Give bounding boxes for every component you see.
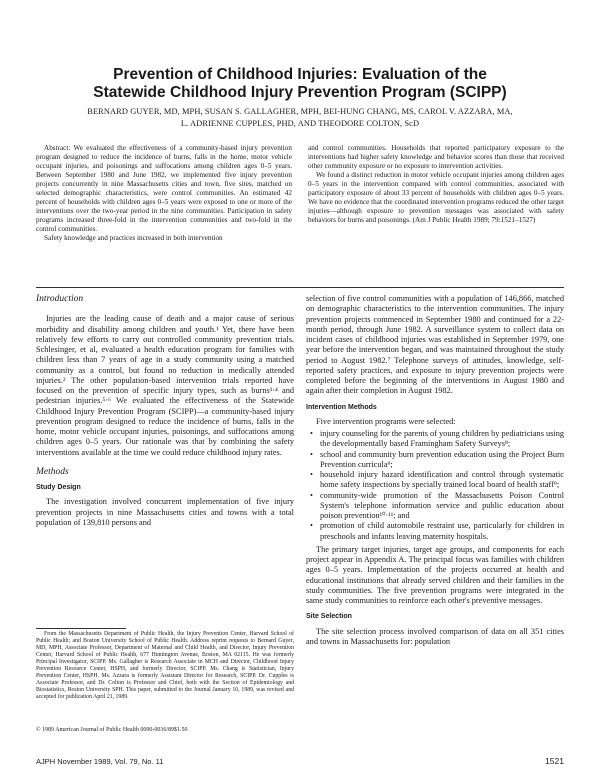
introduction-heading: Introduction (36, 294, 84, 304)
body-paragraph: The site selection process involved comparison of data on all 351 cities and towns in Massachusetts for: population (306, 626, 564, 646)
author-footnote (36, 631, 294, 701)
footnote-paragraph: From the Massachusetts Department of Public Health, the Injury Prevention Center, Harvard School of Public Health; and Boston University School of Public Health. Address reprint requests to Bernard Guyer, MD, MPH, Associate Professor, Department of Maternal and Child Health, and Director, Injury Prevention Center, Harvard School of Public Health, 677 Huntington Avenue, Boston, MA 02115. He was formerly Principal Investigator, SCIPP. Ms. Gallagher is Research Associate in MCH and Director, Childhood Injury Prevention Resource Center, HSPH, and formerly Director, SCIPP. Ms. Chang is Statistician, Injury Prevention Center, HSPH. Ms. Azzara is formerly Assistant Director for Research, SCIPP. Dr. Cupples is Associate Professor, and Dr. Colton is Professor and Chief, both with the Section of Epidemiology and Biostatistics, Boston University SPH. This paper, submitted to the Journal January 10, 1989, was revised and accepted for publication April 21, 1989. (36, 631, 294, 701)
abstract-left-column (36, 144, 292, 244)
body-paragraph: The primary target injuries, target age groups, and components for each project appear in Appendix A. The principal focus was families with children ages 0–5 years. Implementation of the projects occurred at health and educational institutions that already served children and their families in the study communities. The five prevention programs were integrated in the same study communities to reinforce each other's preventive messages. (306, 544, 564, 605)
page-number: 1521 (545, 756, 564, 766)
body-left-column (36, 294, 294, 528)
abstract-divider (36, 287, 564, 288)
site-selection-subheading: Site Selection (306, 613, 352, 621)
list-item: • promotion of child automobile restraint use, particularly for children in preschools and infants leaving maternity hospitals. (310, 521, 564, 542)
journal-citation: AJPH November 1989, Vol. 79, No. 11 (36, 757, 164, 766)
body-paragraph: Injuries are the leading cause of death and a major cause of serious morbidity and disability among children and youth.¹ Yet, there have been relatively few efforts to carry out controlled community prevention trials. Schlesinger, et al, evaluated a health education program for families with children less than 7 years of age in a study community using a matched community as a control, but found no reduction in medically attended injuries.² The other population-based intervention trials reported have focused on the prevention of specific injury types, such as burns³·⁴ and pedestrian injuries.⁵·⁶ We evaluated the effectiveness of the Statewide Childhood Injury Prevention Program (SCIPP)—a community-based injury prevention program designed to reduce the incidence of burns, falls in the home, motor vehicle occupant injuries, poisonings, and suffocations among children ages 0–5 years. Our rationale was that by combining the safety interventions available at the time we could reduce childhood injury rates. (36, 314, 294, 457)
article-title-line-1: Prevention of Childhood Injuries: Evaluation of the (113, 66, 487, 83)
abstract-paragraph: We found a distinct reduction in motor vehicle occupant injuries among children ages 0–5 years in the intervention compared with control communities, associated with participatory exposure of about 33 percent of households with children ages 0–5 years. We have no evidence that the coordinated intervention programs reduced the other target injuries—although exposure to prevention messages was associated with safety behaviors for burns and poisonings. (Am J Public Health 1989; 79:1521–1527) (308, 171, 564, 225)
body-paragraph: Five intervention programs were selected: (316, 416, 456, 426)
abstract-paragraph: Abstract: We evaluated the effectiveness of a community-based injury prevention program designed to reduce the incidence of burns, falls in the home, motor vehicle occupant injuries, and poisonings and suffocations among children ages 0–5 years. Between September 1980 and June 1982, we implemented five injury prevention projects concurrently in nine Massachusetts cities and town, five sites, matched on selected demographic characteristics, were control communities. An estimated 42 percent of households with children ages 0–5 years were exposed to one or more of the interventions over the two-year period in the nine communities. Participation in safety programs increased three-fold in the intervention communities and two-fold in the control communities. (36, 144, 292, 234)
methods-heading: Methods (36, 466, 69, 477)
abstract-right-column (308, 144, 564, 225)
article-title-line-2: Statewide Childhood Injury Prevention Program (SCIPP) (93, 84, 507, 101)
abstract-paragraph: and control communities. Households that reported participatory exposure to the interventions had higher safety knowledge and behavior scores than those that received other community exposure or no exposure to intervention activities. (308, 144, 564, 171)
list-item: • injury counseling for the parents of young children by pediatricians using the developmentally based Framingham Safety Surveys⁸; (310, 429, 564, 450)
body-paragraph: The investigation involved concurrent implementation of five injury prevention projects in nine Massachusetts cities and towns with a total population of 139,810 persons and (36, 497, 294, 527)
study-design-subheading: Study Design (36, 484, 81, 491)
list-item: • school and community burn prevention education using the Project Burn Prevention curricula⁹; (310, 450, 564, 471)
footnote-divider (36, 628, 126, 629)
intervention-list (306, 429, 564, 542)
authors-line-2: L. ADRIENNE CUPPLES, PHD, AND THEODORE COLTON, ScD (180, 119, 420, 128)
body-right-column (306, 294, 564, 647)
body-paragraph: selection of five control communities with a population of 146,866, matched on demographic characteristics to the intervention communities. The injury prevention projects commenced in September 1980 and continued for a 22-month period, through June 1982. A surveillance system to collect data on incident cases of childhood injuries was established in September 1979, one year before the intervention began, and was maintained throughout the study period to August 1982.⁷ Telephone surveys of attitudes, knowledge, self-reported safety practices, and exposure to injury prevention projects were completed before the beginning of the interventions in August 1980 and again after their completion in August 1982. (306, 294, 564, 396)
list-item: • household injury hazard identification and control through systematic home safety inspections by specially trained local board of health staff⁹; (310, 470, 564, 491)
copyright-line: © 1989 American Journal of Public Health 0090-0036/89$1.50 (36, 727, 188, 733)
list-item: • community-wide promotion of the Massachusetts Poison Control System's telephone information service and public education about poison prevention¹⁰·¹¹; and (310, 491, 564, 522)
authors-line-1: BERNARD GUYER, MD, MPH, SUSAN S. GALLAGHER, MPH, BEI-HUNG CHANG, MS, CAROL V. AZZARA, MA, (87, 107, 513, 116)
intervention-methods-subheading: Intervention Methods (306, 403, 377, 411)
abstract-paragraph: Safety knowledge and practices increased in both intervention (44, 234, 223, 243)
